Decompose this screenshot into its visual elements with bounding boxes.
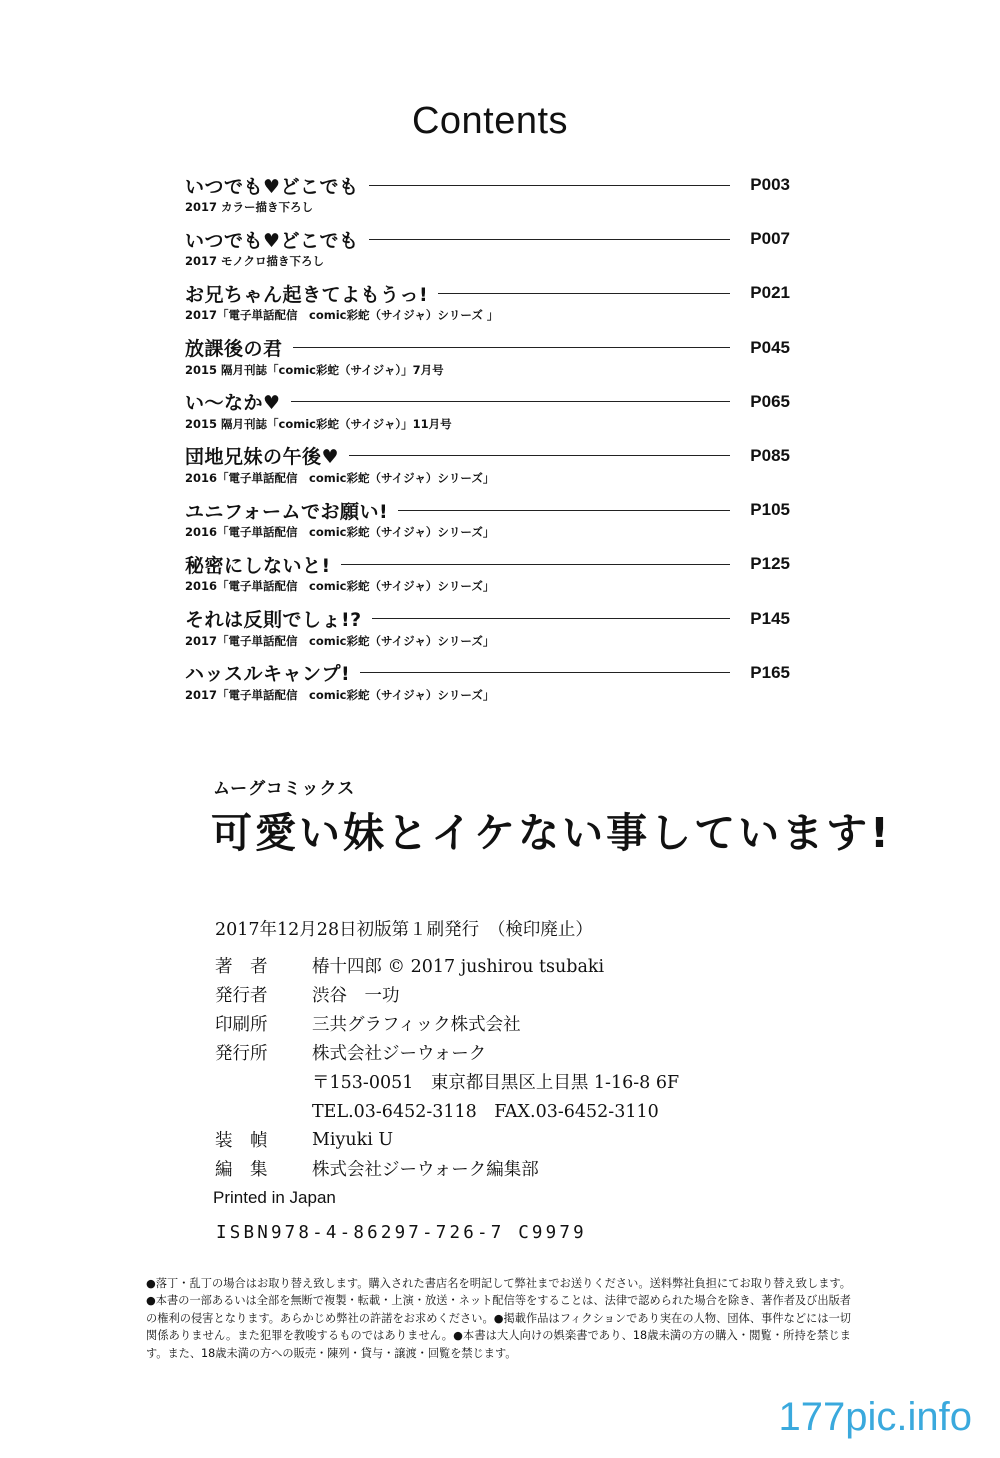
toc-page: P065 <box>750 391 790 411</box>
printer-value: 三共グラフィック株式会社 <box>312 1015 521 1035</box>
author-value: 椿十四郎 © 2017 jushirou tsubaki <box>312 957 605 977</box>
colophon-row-printer <box>215 1009 679 1038</box>
publisher-person-value: 渋谷 一功 <box>312 986 400 1006</box>
design-value: Miyuki U <box>312 1129 394 1150</box>
publisher-person-label: 発行者 <box>215 986 268 1006</box>
print-date: 2017年12月28日初版第１刷発行 （検印廃止） <box>215 920 593 940</box>
toc-title: お兄ちゃん起きてよもうっ! <box>185 283 429 306</box>
toc-leader-line <box>360 672 730 673</box>
toc-leader-line <box>349 455 730 456</box>
editor-value: 株式会社ジーウォーク編集部 <box>312 1160 539 1180</box>
colophon-row-publisher-person <box>215 980 679 1009</box>
table-of-contents <box>185 172 790 714</box>
toc-subtitle: 2015 隔月刊誌「comic彩蛇（サイジャ）」11月号 <box>185 416 452 431</box>
toc-entry <box>185 443 790 497</box>
legal-notice: ●落丁・乱丁の場合はお取り替え致します。購入された書店名を明記して弊社までお送りください。送料弊社負担にてお取り替え致します。●本書の一部あるいは全部を無断で複製・転載・上演・放送・ネット配信等をすることは、法律で認められた場合を除き、著作者及び出版者の権利の侵害となります。あらかじめ弊社の許諾をお求めください。●掲載作品はフィクションであり実在の人物、団体、事件などには一切関係ありません。また犯罪を教唆するものではありません。●本書は大人向けの娯楽書であり、18歳未満の方の購入・閲覧・所持を禁じます。また、18歳未満の方への販売・陳列・貸与・譲渡・回覧を禁じます。 <box>146 1277 851 1360</box>
colophon-row-editor <box>215 1154 679 1183</box>
toc-title: ユニフォームでお願い! <box>185 500 389 523</box>
publisher-label: 発行所 <box>215 1044 268 1064</box>
toc-page: P045 <box>750 337 790 357</box>
toc-subtitle: 2016「電子単話配信 comic彩蛇（サイジャ）シリーズ」 <box>185 470 495 485</box>
toc-leader-line <box>369 239 730 240</box>
colophon-row-publisher <box>215 1038 679 1067</box>
toc-title: いつでも♥どこでも <box>185 229 359 252</box>
toc-title: ハッスルキャンプ! <box>185 663 351 686</box>
toc-leader-line <box>293 347 730 348</box>
toc-subtitle: 2017「電子単話配信 comic彩蛇（サイジャ）シリーズ」 <box>185 633 495 648</box>
toc-subtitle: 2016「電子単話配信 comic彩蛇（サイジャ）シリーズ」 <box>185 525 495 540</box>
printed-in-japan: Printed in Japan <box>213 1188 336 1207</box>
series-name: ムーグコミックス <box>213 779 356 799</box>
toc-title: いつでも♥どこでも <box>185 175 359 198</box>
toc-title: 放課後の君 <box>185 338 283 361</box>
toc-leader-line <box>372 618 730 619</box>
toc-page: P165 <box>750 662 790 682</box>
design-label: 装 幀 <box>215 1131 268 1151</box>
toc-leader-line <box>341 564 730 565</box>
colophon <box>215 916 679 1183</box>
toc-subtitle: 2017 モノクロ描き下ろし <box>185 254 325 269</box>
toc-leader-line <box>398 510 730 511</box>
toc-title: 秘密にしないと! <box>185 554 331 577</box>
toc-page: P003 <box>750 175 790 194</box>
printer-label: 印刷所 <box>215 1015 268 1035</box>
isbn: ISBN978-4-86297-726-7 C9979 <box>216 1223 587 1243</box>
toc-entry <box>185 497 790 551</box>
toc-leader-line <box>291 401 730 402</box>
toc-entry <box>185 551 790 605</box>
editor-label: 編 集 <box>215 1160 268 1180</box>
toc-title: 団地兄妹の午後♥ <box>185 446 340 469</box>
watermark: 177pic.info <box>778 1395 972 1439</box>
toc-page: P085 <box>750 445 790 465</box>
toc-page: P007 <box>750 229 790 249</box>
toc-title: それは反則でしょ!? <box>185 609 362 631</box>
contents-title: Contents <box>411 100 569 142</box>
toc-subtitle: 2017「電子単話配信 comic彩蛇（サイジャ）シリーズ」 <box>185 687 495 702</box>
toc-page: P021 <box>750 283 790 303</box>
colophon-row-tel-fax <box>215 1096 679 1125</box>
colophon-row-design <box>215 1125 679 1154</box>
tel-fax: TEL.03-6452-3118 FAX.03-6452-3110 <box>312 1102 659 1122</box>
toc-subtitle: 2016「電子単話配信 comic彩蛇（サイジャ）シリーズ」 <box>185 579 495 594</box>
publisher-value: 株式会社ジーウォーク <box>312 1044 487 1064</box>
book-title: 可愛い妹とイケない事しています! <box>211 809 892 857</box>
toc-page: P125 <box>750 554 790 574</box>
author-label: 著 者 <box>215 957 268 977</box>
toc-entry <box>185 389 790 443</box>
toc-entry <box>185 606 790 660</box>
toc-title: い〜なか♥ <box>185 392 281 415</box>
toc-entry <box>185 335 790 389</box>
toc-leader-line <box>369 185 730 186</box>
toc-entry <box>185 280 790 334</box>
colophon-row-author <box>215 951 679 980</box>
colophon-row-address <box>215 1067 679 1096</box>
toc-entry <box>185 660 790 714</box>
toc-page: P105 <box>750 500 790 520</box>
toc-subtitle: 2015 隔月刊誌「comic彩蛇（サイジャ）」7月号 <box>185 362 444 377</box>
toc-page: P145 <box>750 608 790 628</box>
toc-subtitle: 2017「電子単話配信 comic彩蛇（サイジャ）シリーズ 」 <box>185 308 499 323</box>
toc-leader-line <box>438 293 730 294</box>
toc-entry <box>185 226 790 280</box>
address: 〒153-0051 東京都目黒区上目黒 1-16-8 6F <box>312 1073 680 1093</box>
toc-entry <box>185 172 790 226</box>
toc-subtitle: 2017 カラー描き下ろし <box>185 200 314 214</box>
